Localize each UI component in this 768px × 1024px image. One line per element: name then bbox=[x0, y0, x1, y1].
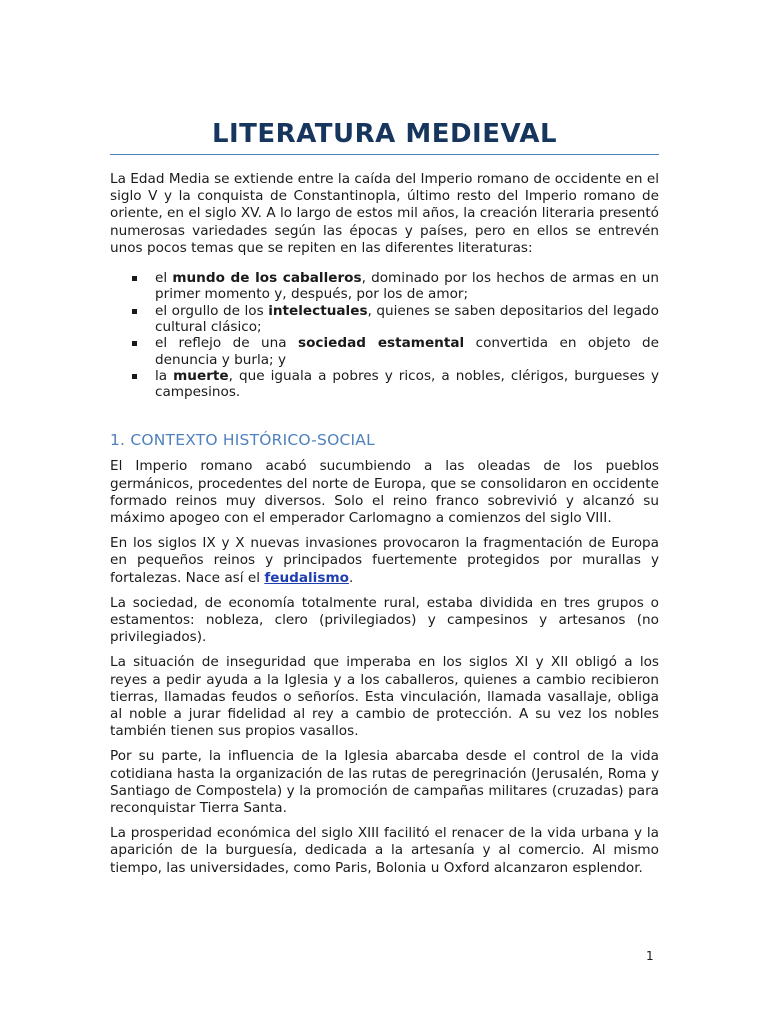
paragraph-sociedad: La sociedad, de economía totalmente rural, estaba dividida en tres grupos o estamentos: nobleza, clero (privilegiados) y campesinos y artesanos (no privilegiados). bbox=[110, 594, 659, 646]
paragraph-imperio: El Imperio romano acabó sucumbiendo a las oleadas de los pueblos germánicos, procedentes del norte de Europa, que se consolidaron en occidente formado reinos muy diversos. Solo el reino franco sobrevivió y alcanzó su máximo apogeo con el emperador Carlomagno a comienzos del siglo VIII. bbox=[110, 458, 659, 526]
list-item: el mundo de los caballeros, dominado por los hechos de armas en un primer momento y, después, por los de amor; bbox=[110, 270, 659, 303]
title-underline bbox=[110, 154, 659, 155]
square-bullet-icon bbox=[132, 309, 137, 314]
list-item: el reflejo de una sociedad estamental convertida en objeto de denuncia y burla; y bbox=[110, 335, 659, 368]
square-bullet-icon bbox=[132, 341, 137, 346]
paragraph-inseguridad: La situación de inseguridad que imperaba en los siglos XI y XII obligó a los reyes a pedir ayuda a la Iglesia y a los caballeros, quienes a cambio recibieron tierras, llamadas feudos o señoríos. Esta vinculación, llamada vasallaje, obliga al noble a jurar fidelidad al rey a cambio de protección. A su vez los nobles también tienen sus propios vasallos. bbox=[110, 654, 659, 740]
intro-paragraph: La Edad Media se extiende entre la caída del Imperio romano de occidente en el siglo V y la conquista de Constantinopla, último resto del Imperio romano de oriente, en el siglo XV. A lo largo de estos mil años, la creación literaria presentó numerosas variedades según las épocas y países, pero en ellos se entrevén unos pocos temas que se repiten en las diferentes literaturas: bbox=[110, 171, 659, 256]
feudalismo-link[interactable]: feudalismo bbox=[264, 569, 349, 586]
page-number: 1 bbox=[646, 949, 654, 963]
paragraph-iglesia: Por su parte, la influencia de la Iglesia abarcaba desde el control de la vida cotidiana hasta la organización de las rutas de peregrinación (Jerusalén, Roma y Santiago de Compostela) y la promoción de campañas militares (cruzadas) para reconquistar Tierra Santa. bbox=[110, 748, 659, 817]
square-bullet-icon bbox=[132, 374, 137, 379]
section-heading-contexto: 1. CONTEXTO HISTÓRICO-SOCIAL bbox=[110, 431, 375, 450]
paragraph-invasiones: En los siglos IX y X nuevas invasiones provocaron la fragmentación de Europa en pequeños reinos y principados fuertemente protegidos por murallas y fortalezas. Nace así el feudalismo. bbox=[110, 535, 659, 586]
themes-list bbox=[110, 270, 659, 400]
list-item: el orgullo de los intelectuales, quienes se saben depositarios del legado cultural clásico; bbox=[110, 303, 659, 336]
list-item: la muerte, que iguala a pobres y ricos, a nobles, clérigos, burgueses y campesinos. bbox=[110, 368, 659, 401]
square-bullet-icon bbox=[132, 276, 137, 281]
paragraph-prosperidad: La prosperidad económica del siglo XIII facilitó el renacer de la vida urbana y la aparición de la burguesía, dedicada a la artesanía y al comercio. Al mismo tiempo, las universidades, como Paris, Bolonia u Oxford alcanzaron esplendor. bbox=[110, 825, 659, 876]
document-title: LITERATURA MEDIEVAL bbox=[211, 119, 558, 149]
document-page bbox=[110, 0, 659, 877]
